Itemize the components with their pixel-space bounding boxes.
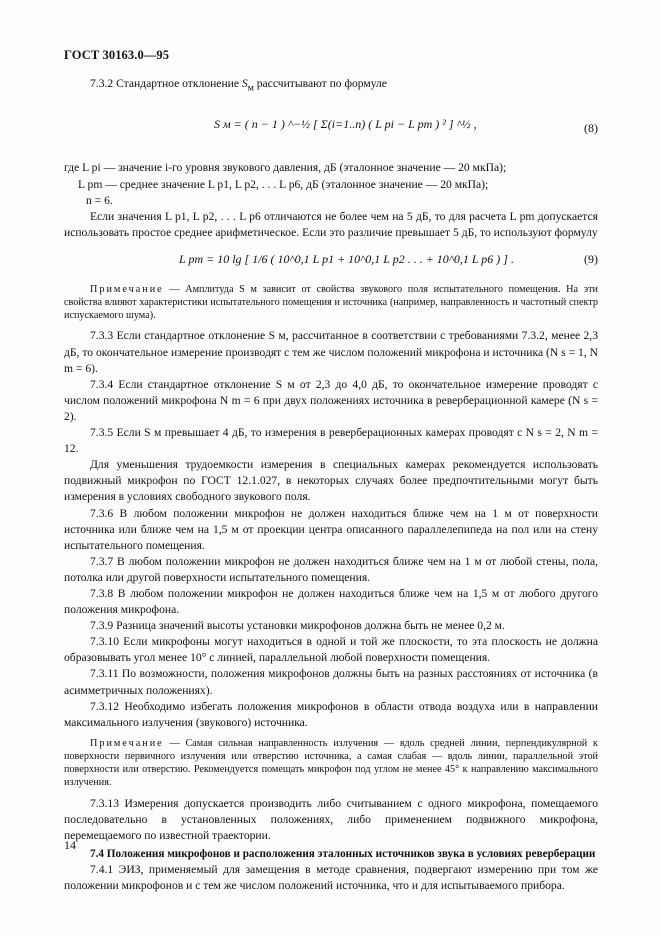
paragraph-reduce-effort: Для уменьшения трудоемкости измерения в специальных камерах рекомендуется использовать подвижный микрофон по ГОСТ 12.1.027, в некоторых случаях более предпочтительными могут быть измерения в условиях свободного звукового поля.: [64, 458, 598, 504]
page-body: [64, 76, 598, 894]
note-1-text: — Амплитуда S м зависит от свойства звукового поля испытательного помещения. На эти свойства влияют характеристики испытательного помещения и источника (например, направленность и частотный спектр испускаемого шума).: [64, 283, 598, 322]
para-732-suffix: рассчитывают по формуле: [256, 77, 387, 90]
formula-8-text: S м = ( n − 1 ) ^−½ [ Σ(i=1..n) ( L pi − L pm ) ² ] ^½ ,: [214, 117, 477, 132]
para-732-prefix: 7.3.2 Стандартное отклонение: [90, 77, 239, 90]
paragraph-7-3-4: 7.3.4 Если стандартное отклонение S м от 2,3 до 4,0 дБ, то окончательное измерение проводят с числом положений микрофона N m = 6 при двух положениях источника в реверберационной камере (N s = 2).: [64, 377, 598, 423]
definition-line: n = 6.: [86, 193, 113, 207]
formula-8-number: (8): [584, 121, 598, 136]
paragraph-7-3-11: 7.3.11 По возможности, положения микрофонов должны быть на разных расстояниях от источника (в асимметричных положениях).: [64, 667, 598, 697]
definitions-list: [64, 160, 598, 208]
definition-line: L pm — среднее значение L p1, L p2, . . . L p6, дБ (эталонное значение — 20 мкПа);: [78, 177, 489, 191]
paragraph-7-3-9: 7.3.9 Разница значений высоты установки микрофонов должна быть не менее 0,2 м.: [90, 619, 505, 633]
para-732-subscript: м: [247, 82, 254, 94]
section-heading-7-4: 7.4 Положения микрофонов и расположения эталонных источников звука в условиях реверберации: [90, 847, 596, 860]
formula-8-expression: [214, 116, 477, 132]
paragraph-7-3-7: 7.3.7 В любом положении микрофон не должен находиться ближе чем на 1 м от любой стены, пола, потолка или другой поверхности испытательного помещения.: [64, 554, 598, 584]
paragraph-7-3-12: 7.3.12 Необходимо избегать положения микрофонов в области отвода воздуха или в направлении максимального излучения (звукового) источника.: [64, 699, 598, 729]
note-2-text: — Самая сильная направленность излучения — вдоль средней линии, перпендикулярной к поверхности первичного излучения или отверстию источника, а самая слабая — вдоль линии, параллельной этой поверхности или отверстию. Рекомендуется помещать микрофон под углом не менее 45° к направлению максимального излучения.: [64, 737, 598, 789]
definition-line: где L pi — значение i-го уровня звукового давления, дБ (эталонное значение — 20 мкПа);: [64, 161, 507, 175]
paragraph-7-3-6: 7.3.6 В любом положении микрофон не должен находиться ближе чем на 1 м от поверхности источника или ближе чем на 1,5 м от проекции центра описанного параллелепипеда на пол или на стену испытательного помещения.: [64, 506, 598, 552]
note-2-label: Примечание: [90, 737, 164, 749]
note-2: [64, 737, 598, 790]
document-header: ГОСТ 30163.0—95: [64, 48, 170, 62]
formula-9-number: (9): [584, 251, 598, 266]
formula-9: [64, 245, 598, 277]
paragraph-7-4-1: 7.4.1 ЭИЗ, применяемый для замещения в методе сравнения, подвергают измерению при том же положении микрофонов и с тем же числом положений источника, что и для испытываемого прибора.: [64, 863, 598, 893]
note-1-label: Примечание: [90, 283, 164, 295]
note-1: [64, 283, 598, 323]
paragraph-7-3-5: 7.3.5 Если S м превышает 4 дБ, то измерения в реверберационных камерах проводят с N s = 2, N m = 12.: [64, 426, 598, 456]
formula-8: [64, 100, 598, 154]
para-732-symbol: S: [241, 77, 248, 90]
paragraph-7-3-3: 7.3.3 Если стандартное отклонение S м, рассчитанное в соответствии с требованиями 7.3.2, менее 2,3 дБ, то окончательное измерение производят с тем же числом положений микрофона и источника (N s = 1, N m = 6).: [64, 329, 598, 375]
formula-9-expression: L pm = 10 lg [ 1/6 ( 10^0,1 L p1 + 10^0,1 L p2 . . . + 10^0,1 L p6 ) ] .: [179, 251, 514, 266]
page-number: 14: [64, 838, 76, 852]
paragraph-7-3-2: [64, 76, 598, 96]
paragraph-7-3-13: 7.3.13 Измерения допускается производить либо считыванием с одного микрофона, помещаемого последовательно в установленных положениях, либо применением подвижного микрофона, перемещаемого по известной траектории.: [64, 796, 598, 842]
paragraph-7-3-10: 7.3.10 Если микрофоны могут находиться в одной и той же плоскости, то эта плоскость не должна образовывать угол менее 10° с линией, параллельной любой поверхности помещения.: [64, 635, 598, 665]
paragraph-if-values: Если значения L p1, L p2, . . . L p6 отличаются не более чем на 5 дБ, то для расчета L pm допускается использовать простое среднее арифметическое. Если это различие превышает 5 дБ, то используют формулу: [64, 209, 598, 239]
paragraph-7-3-8: 7.3.8 В любом положении микрофон не должен находиться ближе чем на 1,5 м от любого другого положения микрофона.: [64, 586, 598, 617]
